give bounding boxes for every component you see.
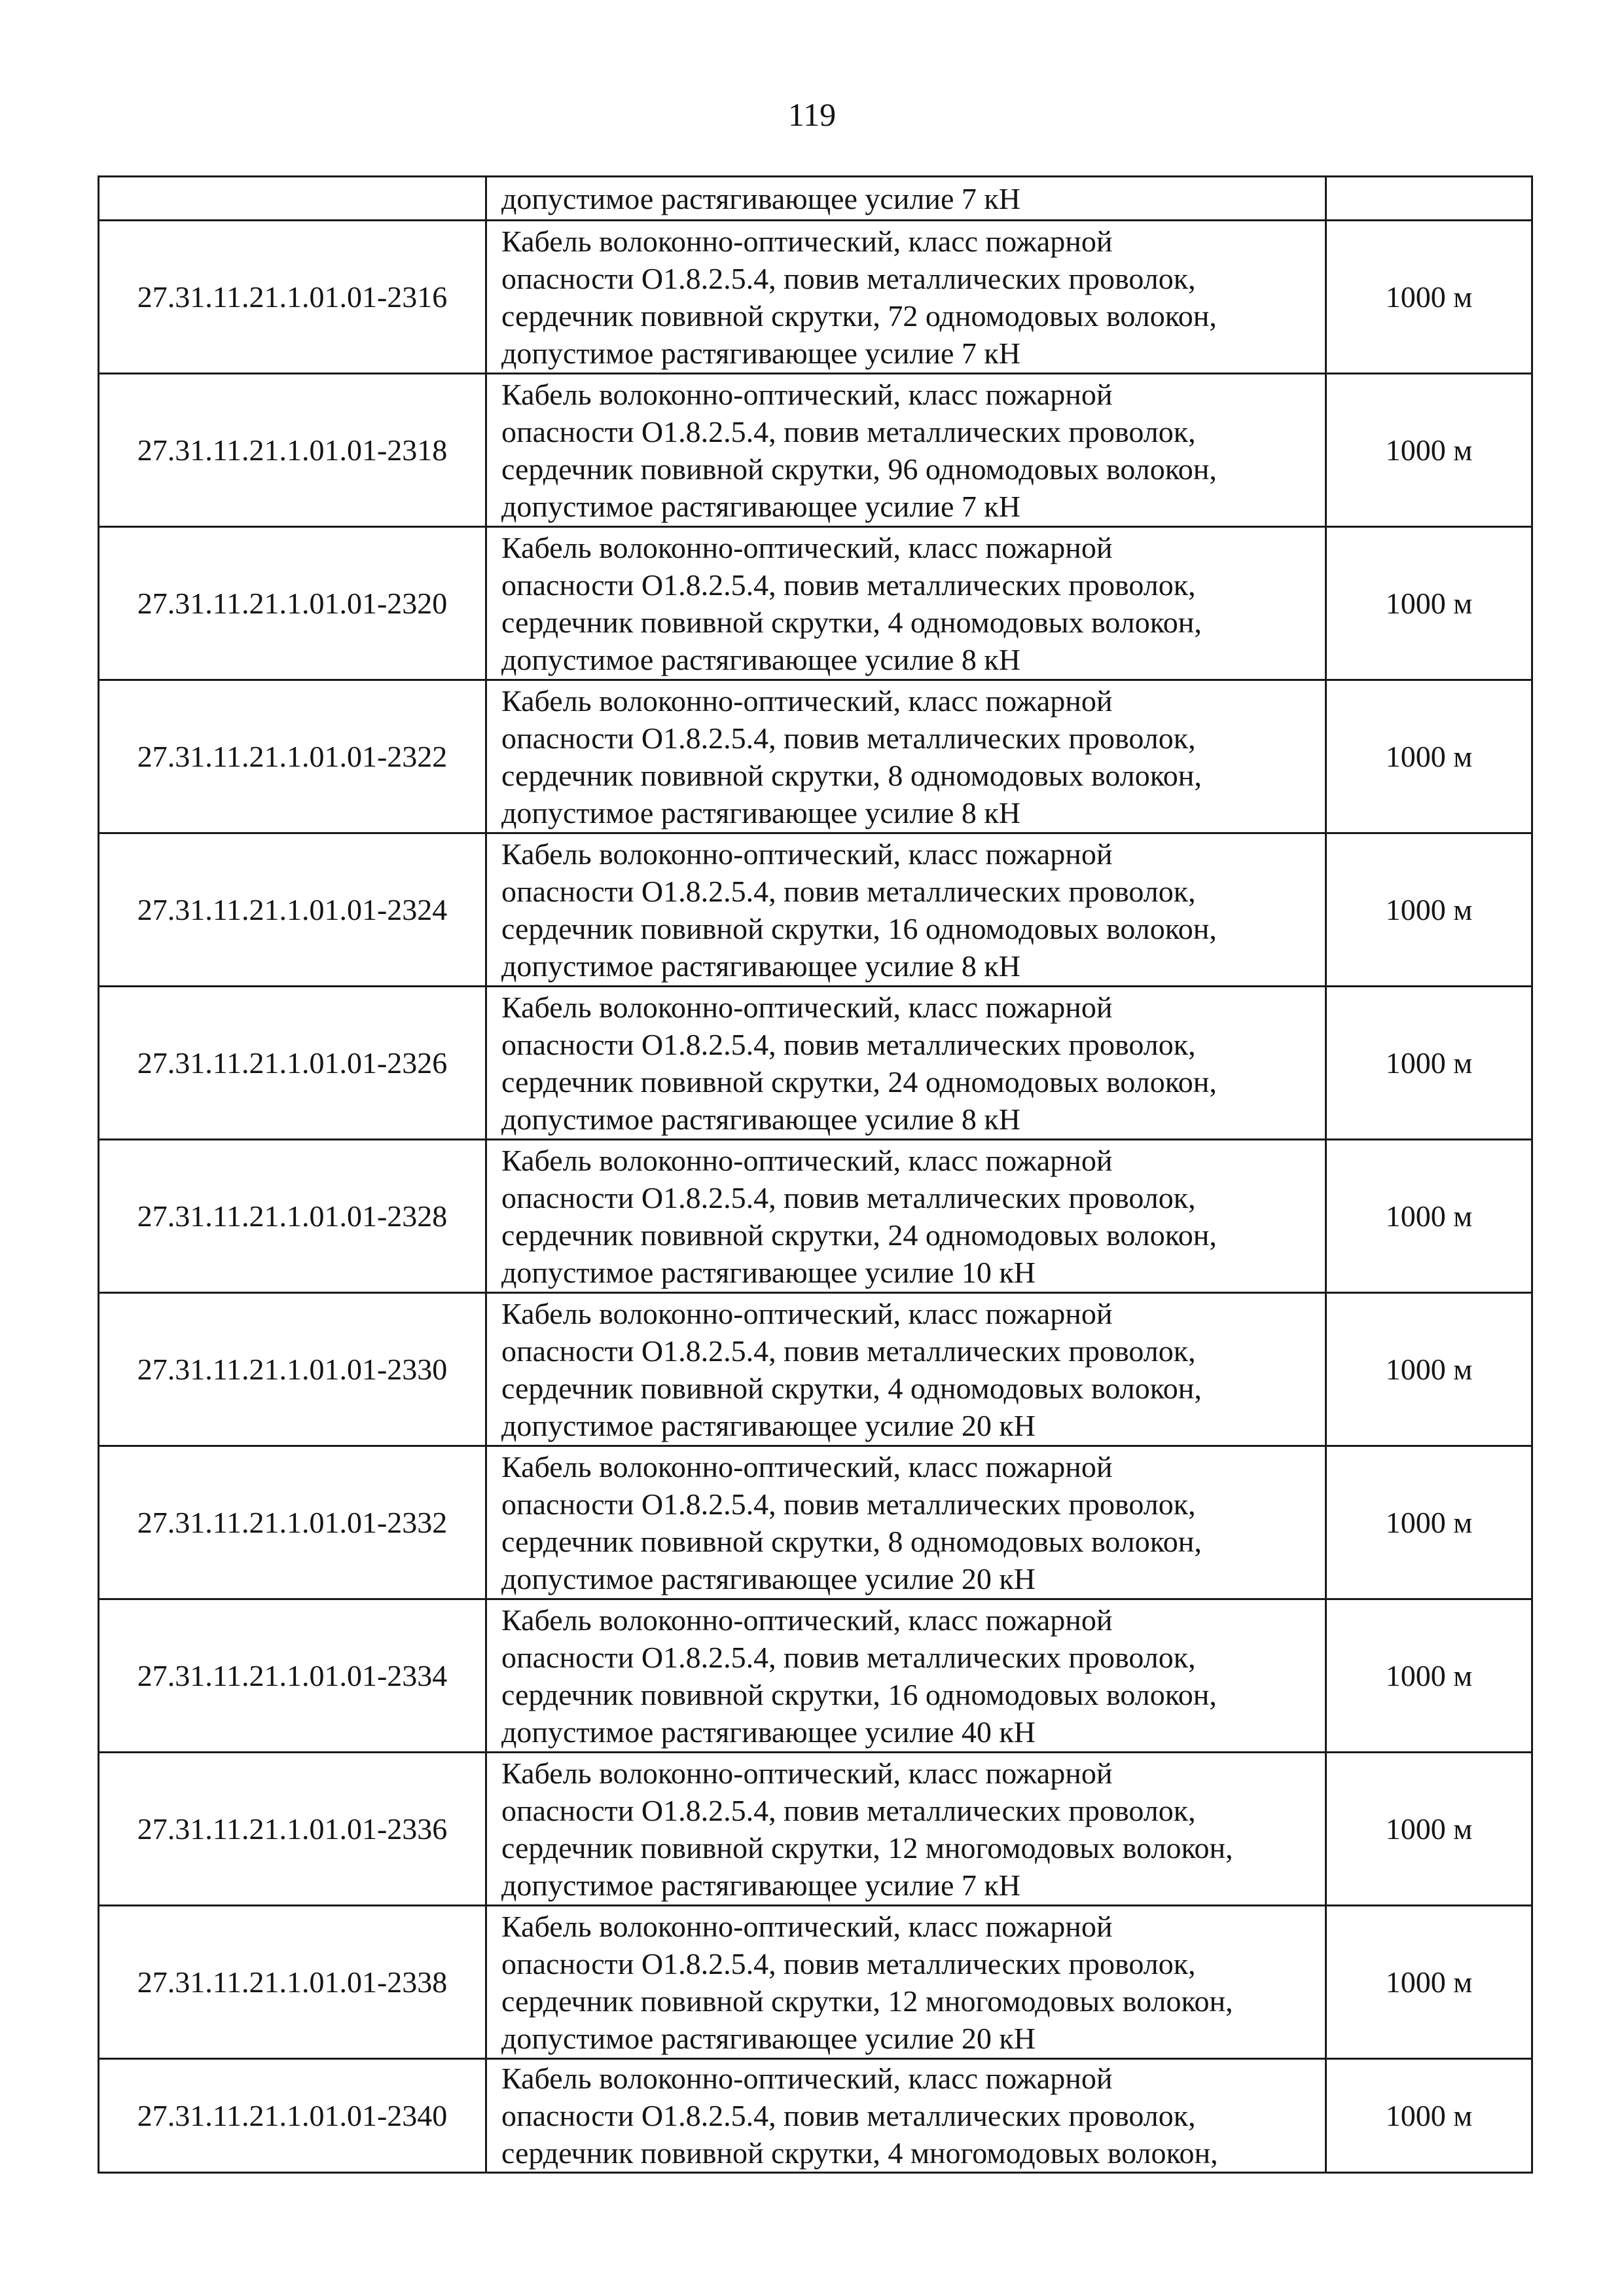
cell-description: [486, 987, 1326, 1140]
description-line: опасности О1.8.2.5.4, повив металлических проволок,: [501, 1487, 1196, 1521]
description-line: опасности О1.8.2.5.4, повив металлических проволок,: [501, 874, 1196, 908]
description-line: допустимое растягивающее усилие 7 кН: [501, 181, 1020, 215]
description-line: сердечник повивной скрутки, 16 одномодовых волокон,: [501, 911, 1217, 945]
table-row: [99, 221, 1532, 374]
description-line: допустимое растягивающее усилие 20 кН: [501, 1561, 1036, 1595]
table-row: [99, 1753, 1532, 1906]
description-line: опасности О1.8.2.5.4, повив металлических проволок,: [501, 1793, 1196, 1827]
cell-description: [486, 374, 1326, 527]
cell-unit: 1000 м: [1326, 1293, 1532, 1446]
description-line: сердечник повивной скрутки, 24 одномодовых волокон,: [501, 1065, 1217, 1099]
description-line: Кабель волоконно-оптический, класс пожарной: [501, 837, 1113, 871]
description-line: сердечник повивной скрутки, 4 одномодовых волокон,: [501, 605, 1202, 639]
cell-unit: 1000 м: [1326, 987, 1532, 1140]
cell-description: [486, 1446, 1326, 1599]
table-row: [99, 1599, 1532, 1753]
description-line: допустимое растягивающее усилие 10 кН: [501, 1255, 1036, 1289]
description-line: сердечник повивной скрутки, 72 одномодовых волокон,: [501, 299, 1217, 333]
cell-code: [99, 177, 486, 221]
description-line: опасности О1.8.2.5.4, повив металлических проволок,: [501, 1027, 1196, 1061]
cell-unit: 1000 м: [1326, 374, 1532, 527]
table-row: [99, 1140, 1532, 1293]
table-row: [99, 833, 1532, 987]
table-row: [99, 1906, 1532, 2059]
cell-code: 27.31.11.21.1.01.01-2326: [99, 987, 486, 1140]
cell-code: 27.31.11.21.1.01.01-2316: [99, 221, 486, 374]
description-line: допустимое растягивающее усилие 7 кН: [501, 1868, 1020, 1902]
description-line: допустимое растягивающее усилие 20 кН: [501, 2021, 1036, 2055]
cell-description: [486, 1293, 1326, 1446]
table-row: [99, 987, 1532, 1140]
cell-description: [486, 833, 1326, 987]
table-row: [99, 680, 1532, 833]
table-row: [99, 1293, 1532, 1446]
cell-unit: 1000 м: [1326, 680, 1532, 833]
description-line: Кабель волоконно-оптический, класс пожарной: [501, 1756, 1113, 1790]
description-line: допустимое растягивающее усилие 7 кН: [501, 336, 1020, 370]
cell-code: 27.31.11.21.1.01.01-2334: [99, 1599, 486, 1753]
cell-description: [486, 527, 1326, 680]
description-line: Кабель волоконно-оптический, класс пожарной: [501, 2062, 1113, 2095]
cell-unit: [1326, 177, 1532, 221]
cell-description: [486, 1753, 1326, 1906]
cell-code: 27.31.11.21.1.01.01-2338: [99, 1906, 486, 2059]
description-line: Кабель волоконно-оптический, класс пожарной: [501, 683, 1113, 718]
description-line: допустимое растягивающее усилие 8 кН: [501, 795, 1020, 829]
cell-unit: 1000 м: [1326, 1753, 1532, 1906]
cell-description: [486, 221, 1326, 374]
description-line: Кабель волоконно-оптический, класс пожарной: [501, 1449, 1113, 1484]
cell-code: 27.31.11.21.1.01.01-2330: [99, 1293, 486, 1446]
cell-code: 27.31.11.21.1.01.01-2336: [99, 1753, 486, 1906]
description-line: опасности О1.8.2.5.4, повив металлических проволок,: [501, 414, 1196, 448]
description-line: Кабель волоконно-оптический, класс пожарной: [501, 530, 1113, 564]
description-line: опасности О1.8.2.5.4, повив металлических проволок,: [501, 1334, 1196, 1368]
description-line: сердечник повивной скрутки, 12 многомодовых волокон,: [501, 1984, 1233, 2018]
description-line: опасности О1.8.2.5.4, повив металлических проволок,: [501, 2099, 1196, 2132]
description-line: сердечник повивной скрутки, 16 одномодовых волокон,: [501, 1677, 1217, 1711]
description-line: сердечник повивной скрутки, 24 одномодовых волокон,: [501, 1218, 1217, 1252]
description-line: Кабель волоконно-оптический, класс пожарной: [501, 224, 1113, 258]
cell-code: 27.31.11.21.1.01.01-2318: [99, 374, 486, 527]
description-line: опасности О1.8.2.5.4, повив металлических проволок,: [501, 568, 1196, 602]
table-row-continued: [99, 177, 1532, 221]
cell-unit: 1000 м: [1326, 1599, 1532, 1753]
description-line: допустимое растягивающее усилие 8 кН: [501, 949, 1020, 983]
cell-unit: 1000 м: [1326, 221, 1532, 374]
description-line: допустимое растягивающее усилие 20 кН: [501, 1408, 1036, 1442]
description-line: Кабель волоконно-оптический, класс пожарной: [501, 1603, 1113, 1637]
cell-code: 27.31.11.21.1.01.01-2322: [99, 680, 486, 833]
description-line: сердечник повивной скрутки, 8 одномодовых волокон,: [501, 758, 1202, 792]
table-row: [99, 527, 1532, 680]
cable-table: [98, 175, 1533, 2174]
description-line: допустимое растягивающее усилие 8 кН: [501, 642, 1020, 676]
cell-description: [486, 1140, 1326, 1293]
cell-code: 27.31.11.21.1.01.01-2328: [99, 1140, 486, 1293]
description-line: сердечник повивной скрутки, 4 многомодовых волокон,: [501, 2136, 1218, 2170]
description-line: опасности О1.8.2.5.4, повив металлических проволок,: [501, 721, 1196, 755]
page-number: 119: [787, 96, 837, 133]
table-body: [99, 177, 1532, 2173]
description-line: Кабель волоконно-оптический, класс пожарной: [501, 990, 1113, 1024]
description-line: Кабель волоконно-оптический, класс пожарной: [501, 1909, 1113, 1943]
description-line: допустимое растягивающее усилие 7 кН: [501, 489, 1020, 523]
cell-description: [486, 177, 1326, 221]
cell-unit: 1000 м: [1326, 1446, 1532, 1599]
cell-description: [486, 1906, 1326, 2059]
description-line: допустимое растягивающее усилие 40 кН: [501, 1715, 1036, 1749]
cell-description: [486, 2059, 1326, 2173]
description-line: сердечник повивной скрутки, 96 одномодовых волокон,: [501, 452, 1217, 486]
description-line: опасности О1.8.2.5.4, повив металлических проволок,: [501, 1640, 1196, 1674]
cell-description: [486, 680, 1326, 833]
description-line: сердечник повивной скрутки, 8 одномодовых волокон,: [501, 1524, 1202, 1558]
cell-unit: 1000 м: [1326, 833, 1532, 987]
description-line: опасности О1.8.2.5.4, повив металлических проволок,: [501, 1946, 1196, 1980]
cell-unit: 1000 м: [1326, 527, 1532, 680]
description-line: сердечник повивной скрутки, 12 многомодовых волокон,: [501, 1831, 1233, 1865]
description-line: опасности О1.8.2.5.4, повив металлических проволок,: [501, 261, 1196, 295]
cell-code: 27.31.11.21.1.01.01-2320: [99, 527, 486, 680]
cell-code: 27.31.11.21.1.01.01-2324: [99, 833, 486, 987]
description-line: сердечник повивной скрутки, 4 одномодовых волокон,: [501, 1371, 1202, 1405]
cell-unit: 1000 м: [1326, 1906, 1532, 2059]
table-row: [99, 374, 1532, 527]
description-line: Кабель волоконно-оптический, класс пожарной: [501, 1296, 1113, 1330]
description-line: допустимое растягивающее усилие 8 кН: [501, 1102, 1020, 1136]
cell-unit: 1000 м: [1326, 2059, 1532, 2173]
cell-unit: 1000 м: [1326, 1140, 1532, 1293]
description-line: опасности О1.8.2.5.4, повив металлических проволок,: [501, 1180, 1196, 1214]
table-row: [99, 1446, 1532, 1599]
cell-description: [486, 1599, 1326, 1753]
description-line: Кабель волоконно-оптический, класс пожарной: [501, 1143, 1113, 1177]
cell-code: 27.31.11.21.1.01.01-2340: [99, 2059, 486, 2173]
cell-code: 27.31.11.21.1.01.01-2332: [99, 1446, 486, 1599]
description-line: Кабель волоконно-оптический, класс пожарной: [501, 377, 1113, 411]
table-row: [99, 2059, 1532, 2173]
